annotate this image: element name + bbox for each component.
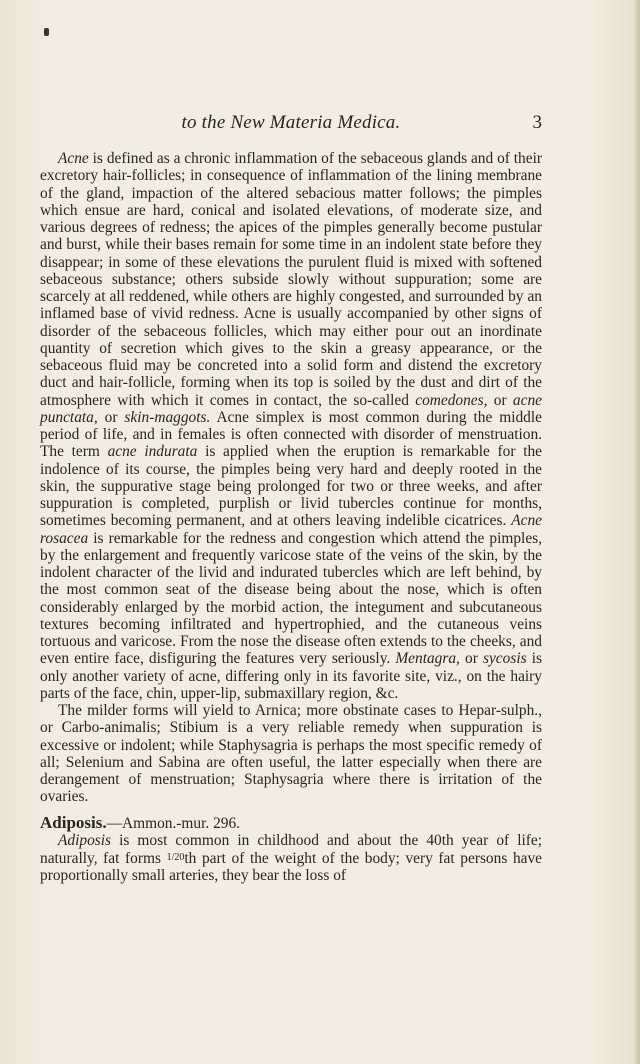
adiposis-heading: Adiposis. [40,812,107,832]
remedies-paragraph: The milder forms will yield to Arnica; more obstinate cases to Hepar-sulph., or Carbo-animalis; Stibium is a very reliable remedy when suppuration is excessive or indolent; while Staphysagria is perhaps the most specific remedy of all; Selenium and Sabina are often useful, the latter especially when there are derangement of menstruation; Staphysagria where there is irritation of the ovaries. [40,702,542,806]
term-adiposis: Adiposis [58,831,112,849]
adiposis-remedy: —Ammon.-mur. 296. [106,814,241,832]
page-edge [634,0,640,1064]
term-sycosis: sycosis [482,650,527,668]
term-acne-indurata: acne indurata [107,443,198,461]
term-skin-maggots: skin-maggots. [124,408,211,426]
running-head: to the New Materia Medica. [181,112,401,133]
page-number: 3 [532,112,542,133]
fraction: 1/20 [166,852,185,863]
term-acne: Acne [58,150,89,167]
ink-mark [44,28,49,36]
term-acne-rosacea: Acne rosacea [40,512,542,547]
adiposis-paragraph: Adiposis is most common in childhood and about the 40th year of life; naturally, fat forms 1/20th part of the weight of the body; very fat persons have proportionally small arteries, they bear the loss of [40,831,542,885]
term-mentagra: Mentagra, [395,650,460,668]
term-acne-punctata: acne punctata, [40,391,542,426]
acne-paragraph: Acne is defined as a chronic inflammation of the sebaceous glands and of their excretory hair-follicles; in consequence of inflammation of the lining membrane of the gland, impaction of the altered sebacious matter follows; the pimples which ensue are hard, conical and isolated elevations, of moderate size, and various degrees of redness; the apices of the pimples generally become pustular and burst, while their bases remain for some time in an indolent state before they disappear; in some of these elevations the purulent fluid is mixed with softened sebaceous substance; others subside slowly without suppuration; some are scarcely at all reddened, while others are highly congested, and surrounded by an inflamed base of vivid redness. Acne is usually accompanied by other signs of disorder of the sebaceous follicles, which may either pour out an inordinate quantity of secretion which gives to the skin a greasy appearance, or the sebaceous fluid may be concreted into a solid form and distend the excretory duct and hair-follicle, forming when its top is soiled by the dust and dirt of the atmosphere with which it comes in contact, the so-called comedones, or acne punctata, or skin-maggots. Acne simplex is most common during the middle period of life, and in females is often connected with disorder of menstruation. The term acne indurata is applied when the eruption is remarkable for the indolence of its course, the pimples being very hard and deeply rooted in the skin, the suppurative stage being prolonged for two or three weeks, and after suppuration is completed, purplish or livid tubercles continue for months, sometimes becoming permanent, and at others leaving indelible cicatrices. Acne rosacea is remarkable for the redness and congestion which attend the pimples, by the enlargement and frequently varicose state of the veins of the skin, by the indolent character of the livid and indurated tubercles which are left behind, by the most common seat of the disease being about the nose, which is often considerably enlarged by the morbid action, the integument and subcutaneous textures becoming infiltrated and hypertrophied, and the cutaneous veins tortuous and varicose. From the nose the disease often extends to the cheeks, and even entire face, disfiguring the features very seriously. Mentagra, or sycosis is only another variety of acne, differing only in its favorite site, viz., on the hairy parts of the face, chin, upper-lip, submaxillary region, &c. [40,150,543,702]
body-text [40,150,542,885]
term-comedones: comedones, [415,391,488,409]
adiposis-heading-line [40,814,542,832]
page-header [40,112,542,138]
